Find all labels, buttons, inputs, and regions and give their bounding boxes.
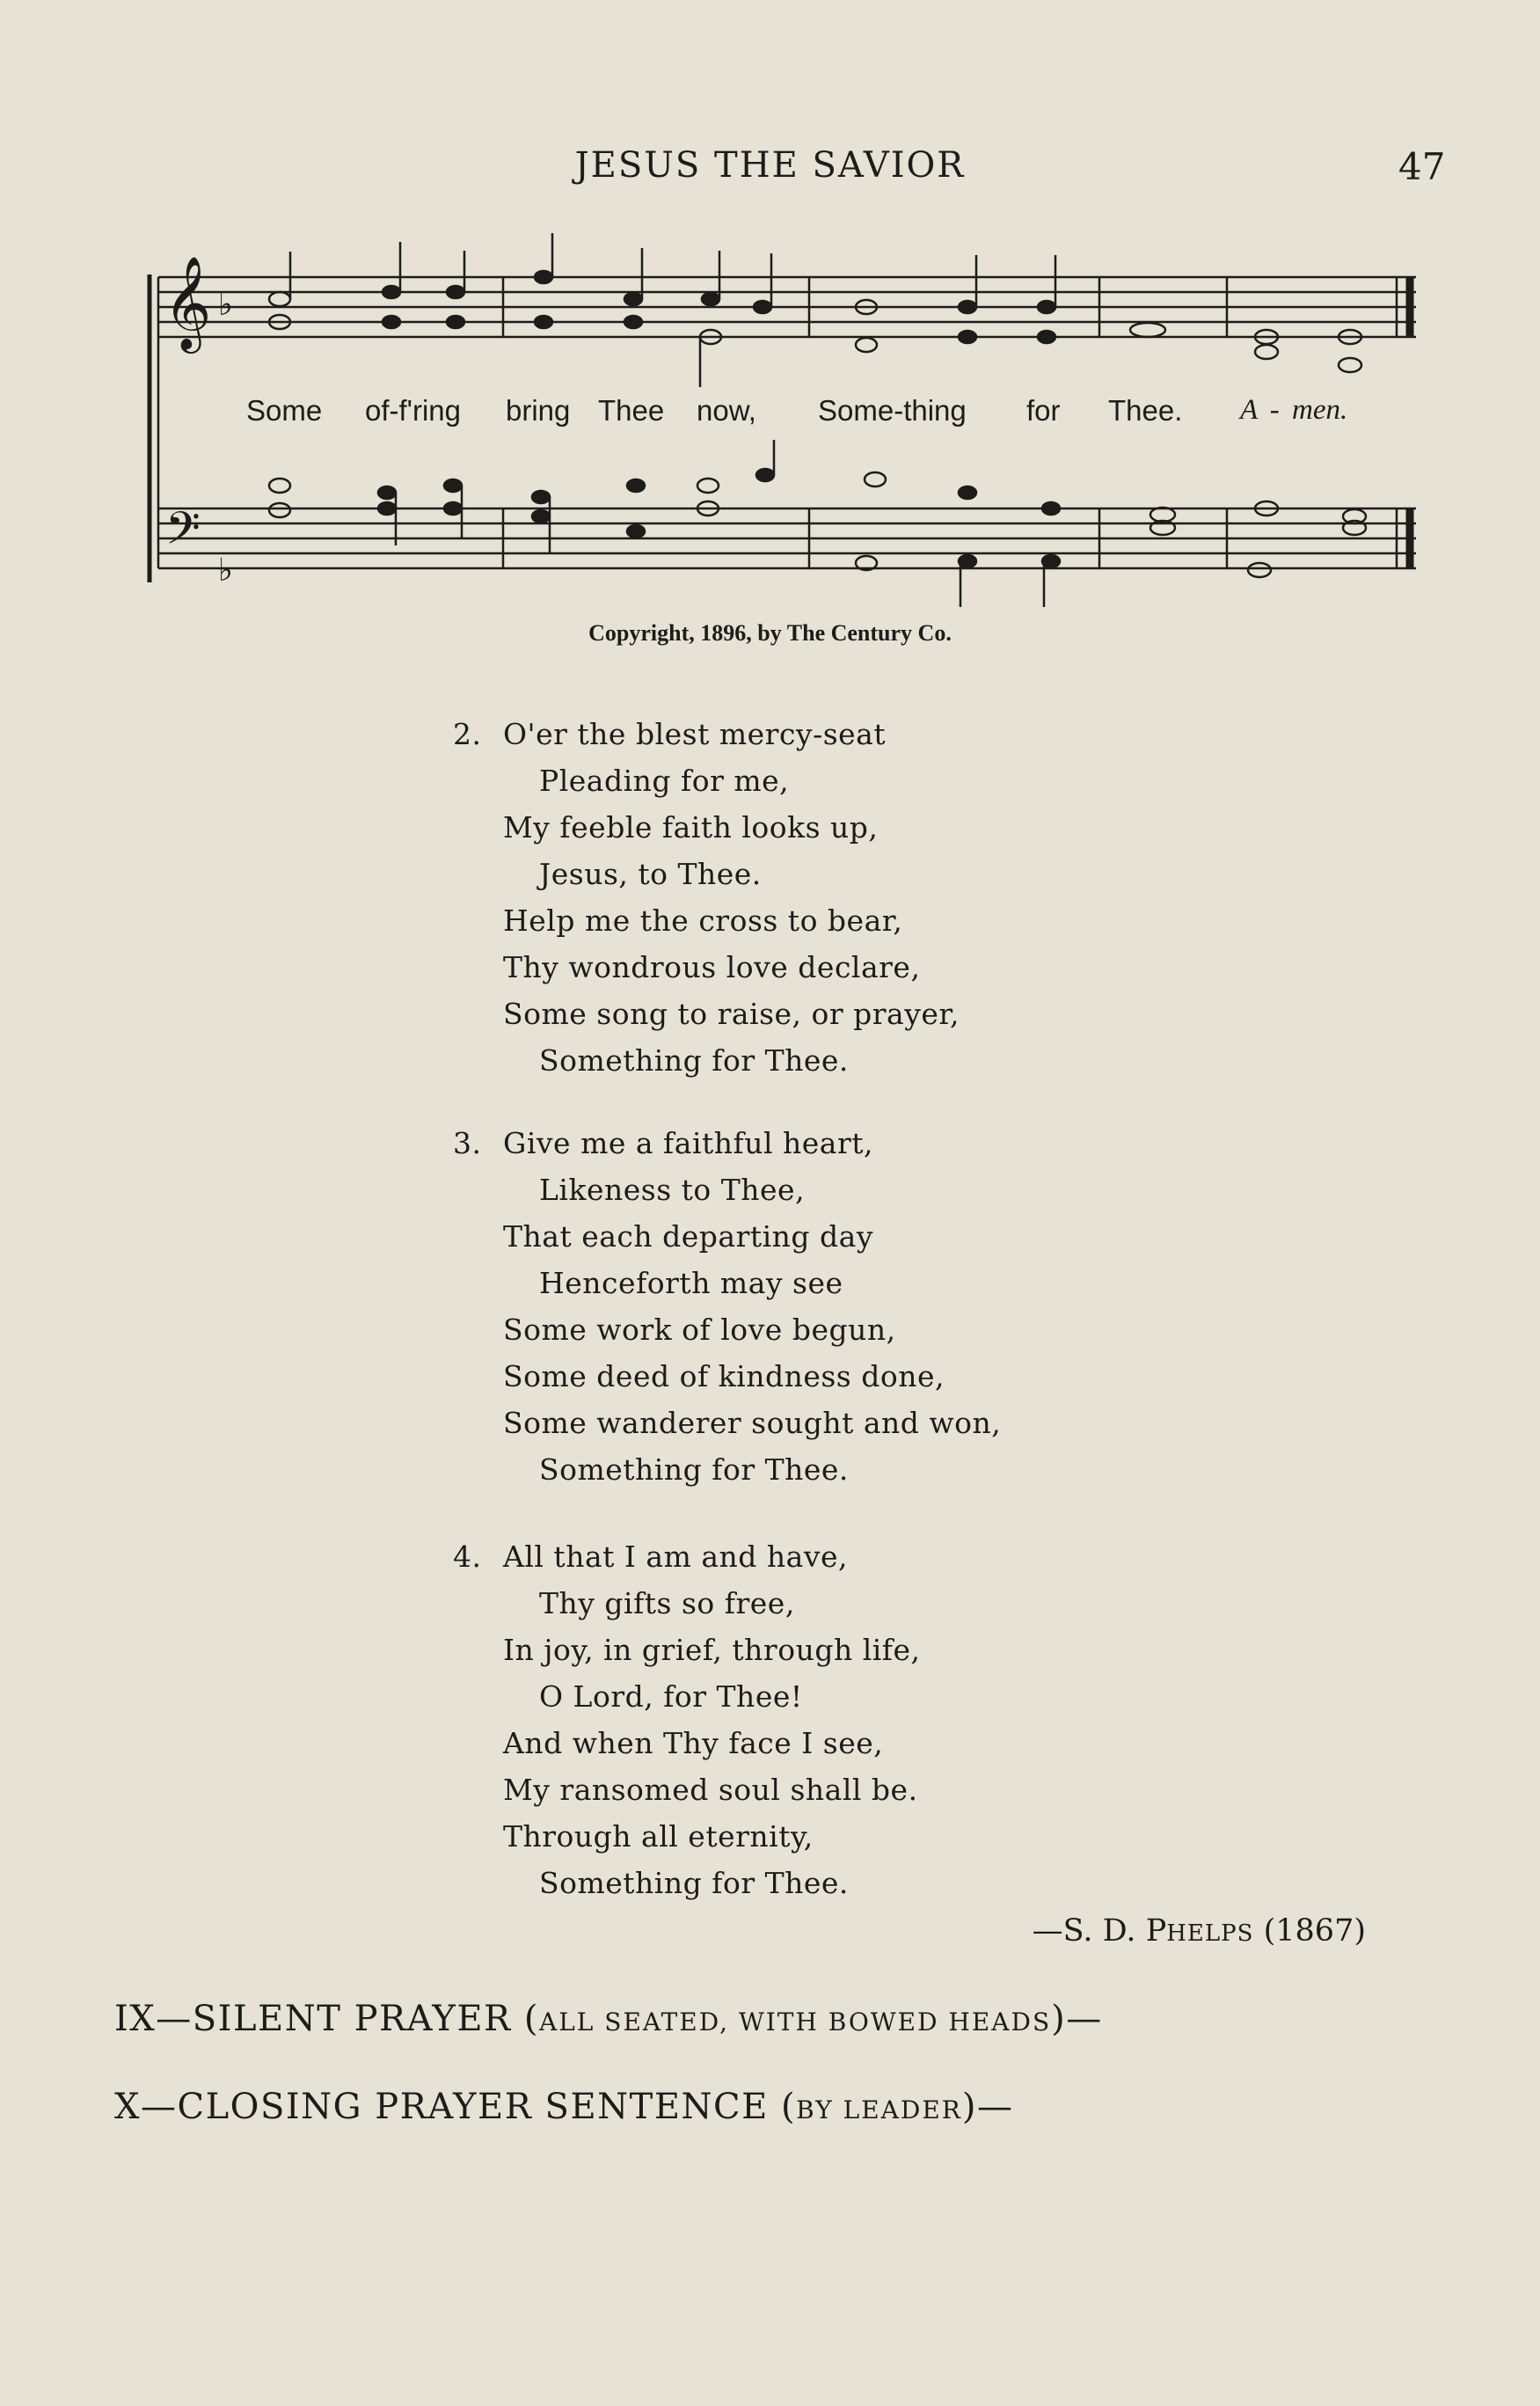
stanza-number: 2.	[453, 717, 482, 751]
stanza-line: Thy wondrous love declare,	[503, 950, 921, 984]
stanza-3	[453, 1120, 1001, 1493]
svg-text:♭: ♭	[218, 287, 233, 323]
system-bracket	[150, 274, 158, 582]
lyric-syllable: Some	[246, 394, 323, 427]
stanza-line: My feeble faith looks up,	[503, 810, 879, 845]
stanza-line: Henceforth may see	[539, 1266, 843, 1300]
treble-clef	[164, 255, 211, 354]
stanza-line: Something for Thee.	[539, 1866, 849, 1900]
svg-text:𝄢: 𝄢	[165, 501, 201, 566]
stanza-line: That each departing day	[503, 1219, 873, 1254]
running-title: JESUS THE SAVIOR	[574, 145, 966, 186]
lyric-syllable: for	[1026, 394, 1061, 427]
key-signature-flat	[218, 287, 233, 589]
svg-text:𝄞: 𝄞	[164, 255, 212, 349]
stanza-line: Jesus, to Thee.	[539, 857, 762, 891]
stanza-line: Something for Thee.	[539, 1452, 849, 1487]
author-attribution: —S. D. PHELPS (1867)	[1032, 1913, 1366, 1949]
stanza-number: 4.	[453, 1539, 482, 1574]
page-number: 47	[1398, 145, 1446, 188]
stanza-line: Some song to raise, or prayer,	[503, 997, 960, 1031]
lyric-syllable: Some-thing	[818, 394, 967, 427]
stanza-line: And when Thy face I see,	[503, 1726, 884, 1760]
bass-clef	[165, 501, 201, 566]
stanza-line: Some deed of kindness done,	[503, 1359, 945, 1393]
stanza-line: Through all eternity,	[503, 1819, 814, 1854]
stanza-number: 3.	[453, 1126, 482, 1160]
amen-lyric: A - men.	[1240, 394, 1348, 426]
music-score	[0, 0, 1540, 616]
stanza-4	[453, 1533, 921, 1906]
stanza-line: Something for Thee.	[539, 1043, 849, 1078]
stanza-line: Some wanderer sought and won,	[503, 1406, 1002, 1440]
stanza-line: Some work of love begun,	[503, 1313, 896, 1347]
lyric-syllable: of-f'ring	[365, 394, 462, 427]
stanza-line: My ransomed soul shall be.	[503, 1773, 918, 1807]
lyric-syllable: Thee.	[1108, 394, 1183, 427]
stanza-line: Thy gifts so free,	[539, 1586, 795, 1620]
lyric-syllable: Thee	[598, 394, 665, 427]
svg-text:♭: ♭	[218, 552, 233, 589]
treble-notes	[269, 233, 1361, 387]
stanza-line: Help me the cross to bear,	[503, 903, 903, 938]
stanza-line: Likeness to Thee,	[539, 1173, 806, 1207]
stanza-2	[453, 711, 960, 1084]
copyright-notice: Copyright, 1896, by The Century Co.	[588, 620, 952, 646]
stanza-line: O Lord, for Thee!	[539, 1679, 803, 1714]
section-heading-silent-prayer: IX—SILENT PRAYER (ALL SEATED, WITH BOWED HEADS)—	[114, 1999, 1103, 2039]
stanza-line: 4. All that I am and have,	[453, 1533, 921, 1580]
section-heading-closing-prayer: X—CLOSING PRAYER SENTENCE (BY LEADER)—	[114, 2087, 1014, 2127]
stanza-line: Pleading for me,	[539, 764, 790, 798]
lyric-syllable: bring	[506, 394, 571, 427]
stanza-line: In joy, in grief, through life,	[503, 1633, 921, 1667]
lyric-syllable: now,	[697, 394, 756, 427]
stanza-line: 2. O'er the blest mercy-seat	[453, 711, 960, 757]
stanza-line: 3. Give me a faithful heart,	[453, 1120, 1001, 1166]
